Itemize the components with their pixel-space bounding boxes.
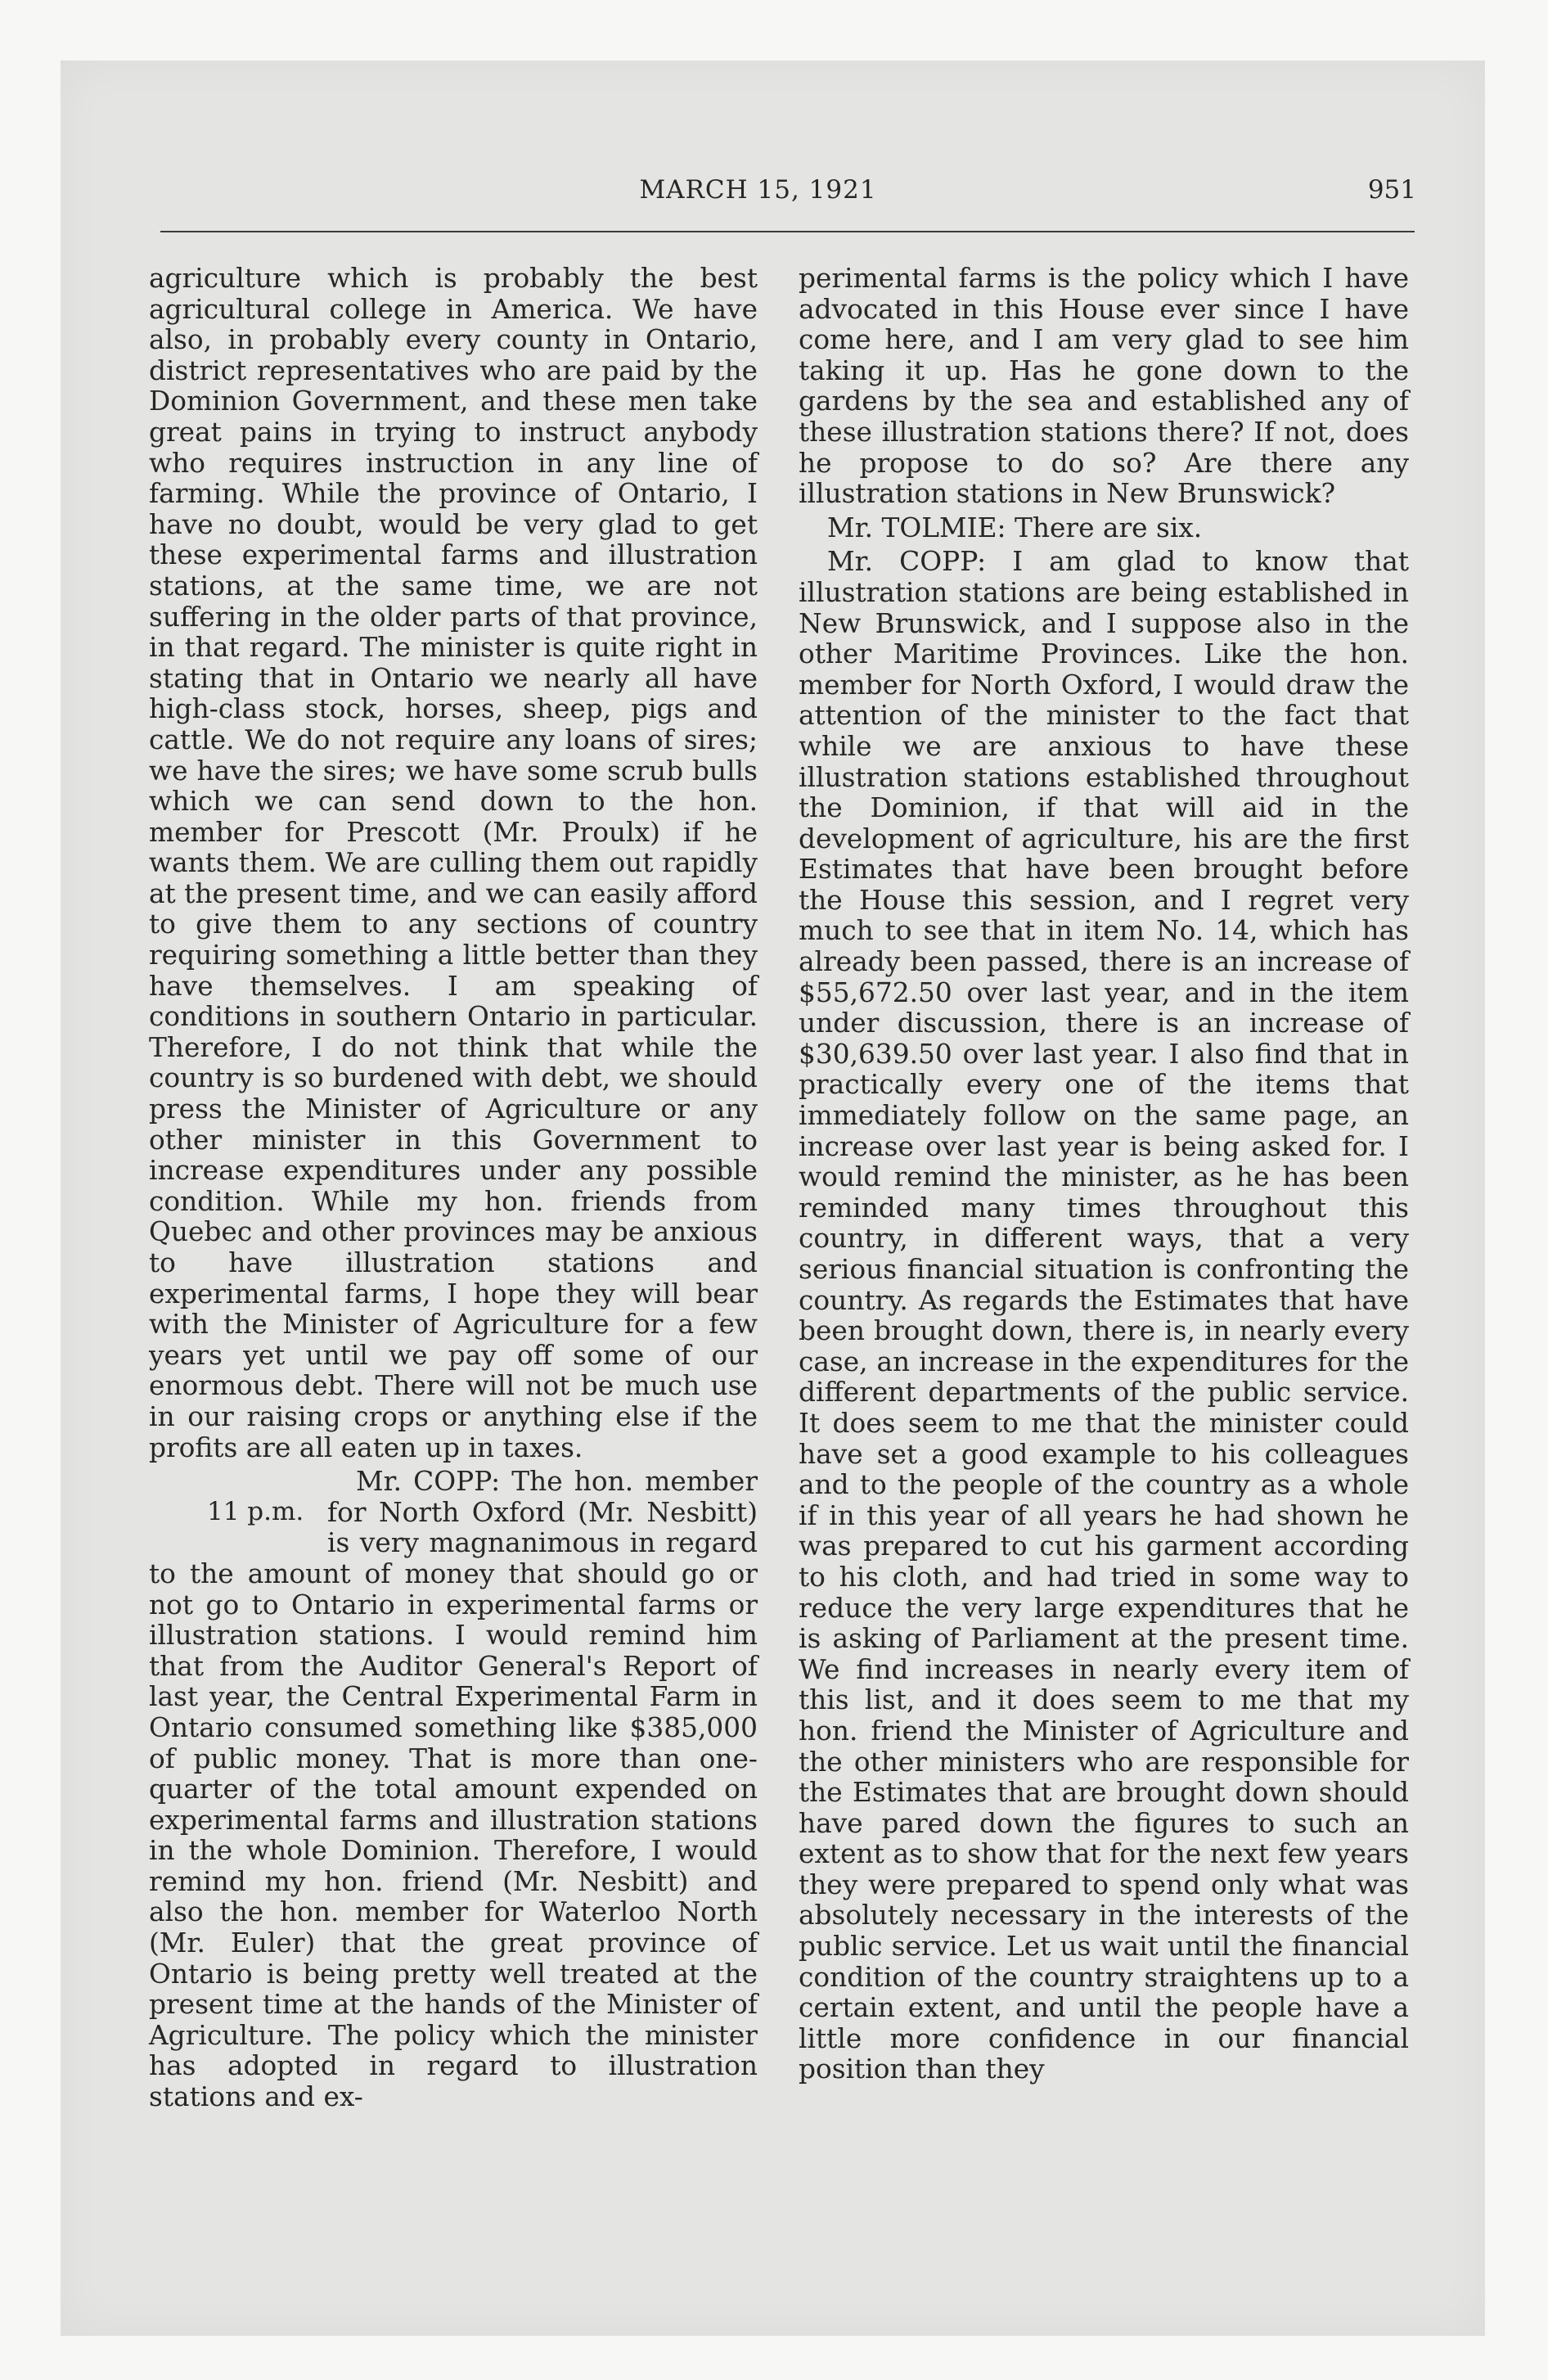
page [61,61,1485,2336]
paragraph: Mr. TOLMIE: There are six. [827,512,1203,543]
paragraph [149,1467,758,2112]
running-head [61,175,1485,224]
paragraph-text: Mr. COPP: The hon. member for North Oxford (Mr. Nesbitt) is very magnanimous in regard to the amount of money that should go or not go to Ontario in experimental farms or illustration stations. I would remind him that from the Auditor General's Report of last year, the Central Experimental Farm in Ontario consumed something like $385,000 of public money. That is more than one-quarter of the total amount expended on experimental farms and illustration stations in the whole Dominion. Therefore, I would remind my hon. friend (Mr. Nesbitt) and also the hon. member for Waterloo North (Mr. Euler) that the great province of Ontario is being pretty well treated at the present time at the hands of the Minister of Agriculture. The policy which the minister has adopted in regard to illustration stations and ex- [149,1466,758,2113]
paragraph: Mr. COPP: I am glad to know that illustration stations are being established in New Brunswick, and I suppose also in the other Maritime Provinces. Like the hon. member for North Oxford, I would draw the attention of the minister to the fact that while we are anxious to have these illustration stations established throughout the Dominion, if that will aid in the development of agriculture, his are the first Estimates that have been brought before the House this session, and I regret very much to see that in item No. 14, which has already been passed, there is an increase of $55,672.50 over last year, and in the item under discussion, there is an increase of $30,639.50 over last year. I also find that in practically every one of the items that immediately follow on the same page, an increase over last year is being asked for. I would remind the minister, as he has been reminded many times throughout this country, in different ways, that a very serious financial situation is confronting the country. As regards the Estimates that have been brought down, there is, in nearly every case, an increase in the expenditures for the different departments of the public service. It does seem to me that the minister could have set a good example to his colleagues and to the people of the country as a whole if in this year of all years he had shown he was prepared to cut his garment according to his cloth, and had tried in some way to reduce the very large expenditures that he is asking of Parliament at the present time. We find increases in nearly every item of this list, and it does seem to me that my hon. friend the Minister of Agriculture and the other ministers who are responsible for the Estimates that are brought down should have pared down the figures to such an extent as to show that for the next few years they were prepared to spend only what was absolutely necessary in the interests of the public service. Let us wait until the financial condition of the country straightens up to a certain extent, and until the people have a little more confidence in our financial position than they [799,546,1409,2085]
header-rule [160,231,1415,232]
paragraph: agriculture which is probably the best agricultural college in America. We have also, in probably every county in Ontario, district representatives who are paid by the Dominion Government, and these men take great pains in trying to instruct anybody who requires instruction in any line of farming. While the province of Ontario, I have no doubt, would be very glad to get these experimental farms and illustration stations, at the same time, we are not suffering in the older parts of that province, in that regard. The minister is quite right in stating that in Ontario we nearly all have high-class stock, horses, sheep, pigs and cattle. We do not require any loans of sires; we have the sires; we have some scrub bulls which we can send down to the hon. member for Prescott (Mr. Proulx) if he wants them. We are culling them out rapidly at the present time, and we can easily afford to give them to any sections of country requiring something a little better than they have themselves. I am speaking of conditions in southern Ontario in particular. Therefore, I do not think that while the country is so burdened with debt, we should press the Minister of Agriculture or any other minister in this Government to increase expenditures under any possible condition. While my hon. friends from Quebec and other provinces may be anxious to have illustration stations and experimental farms, I hope they will bear with the Minister of Agriculture for a few years yet until we pay off some of our enormous debt. There will not be much use in our raising crops or anything else if the profits are all eaten up in taxes. [149,263,758,1463]
left-column [149,264,758,2113]
page-number: 951 [1367,175,1416,205]
paragraph: perimental farms is the policy which I have advocated in this House ever since I have come here, and I am very glad to see him taking it up. Has he gone down to the gardens by the sea and established any of these illustration stations there? If not, does he propose to do so? Are there any illustration stations in New Brunswick? [799,263,1409,510]
time-marker: 11 p.m. [207,1497,304,1527]
page-date: MARCH 15, 1921 [639,175,877,205]
time-marker-box [149,1467,327,1558]
right-column [799,264,1409,2085]
